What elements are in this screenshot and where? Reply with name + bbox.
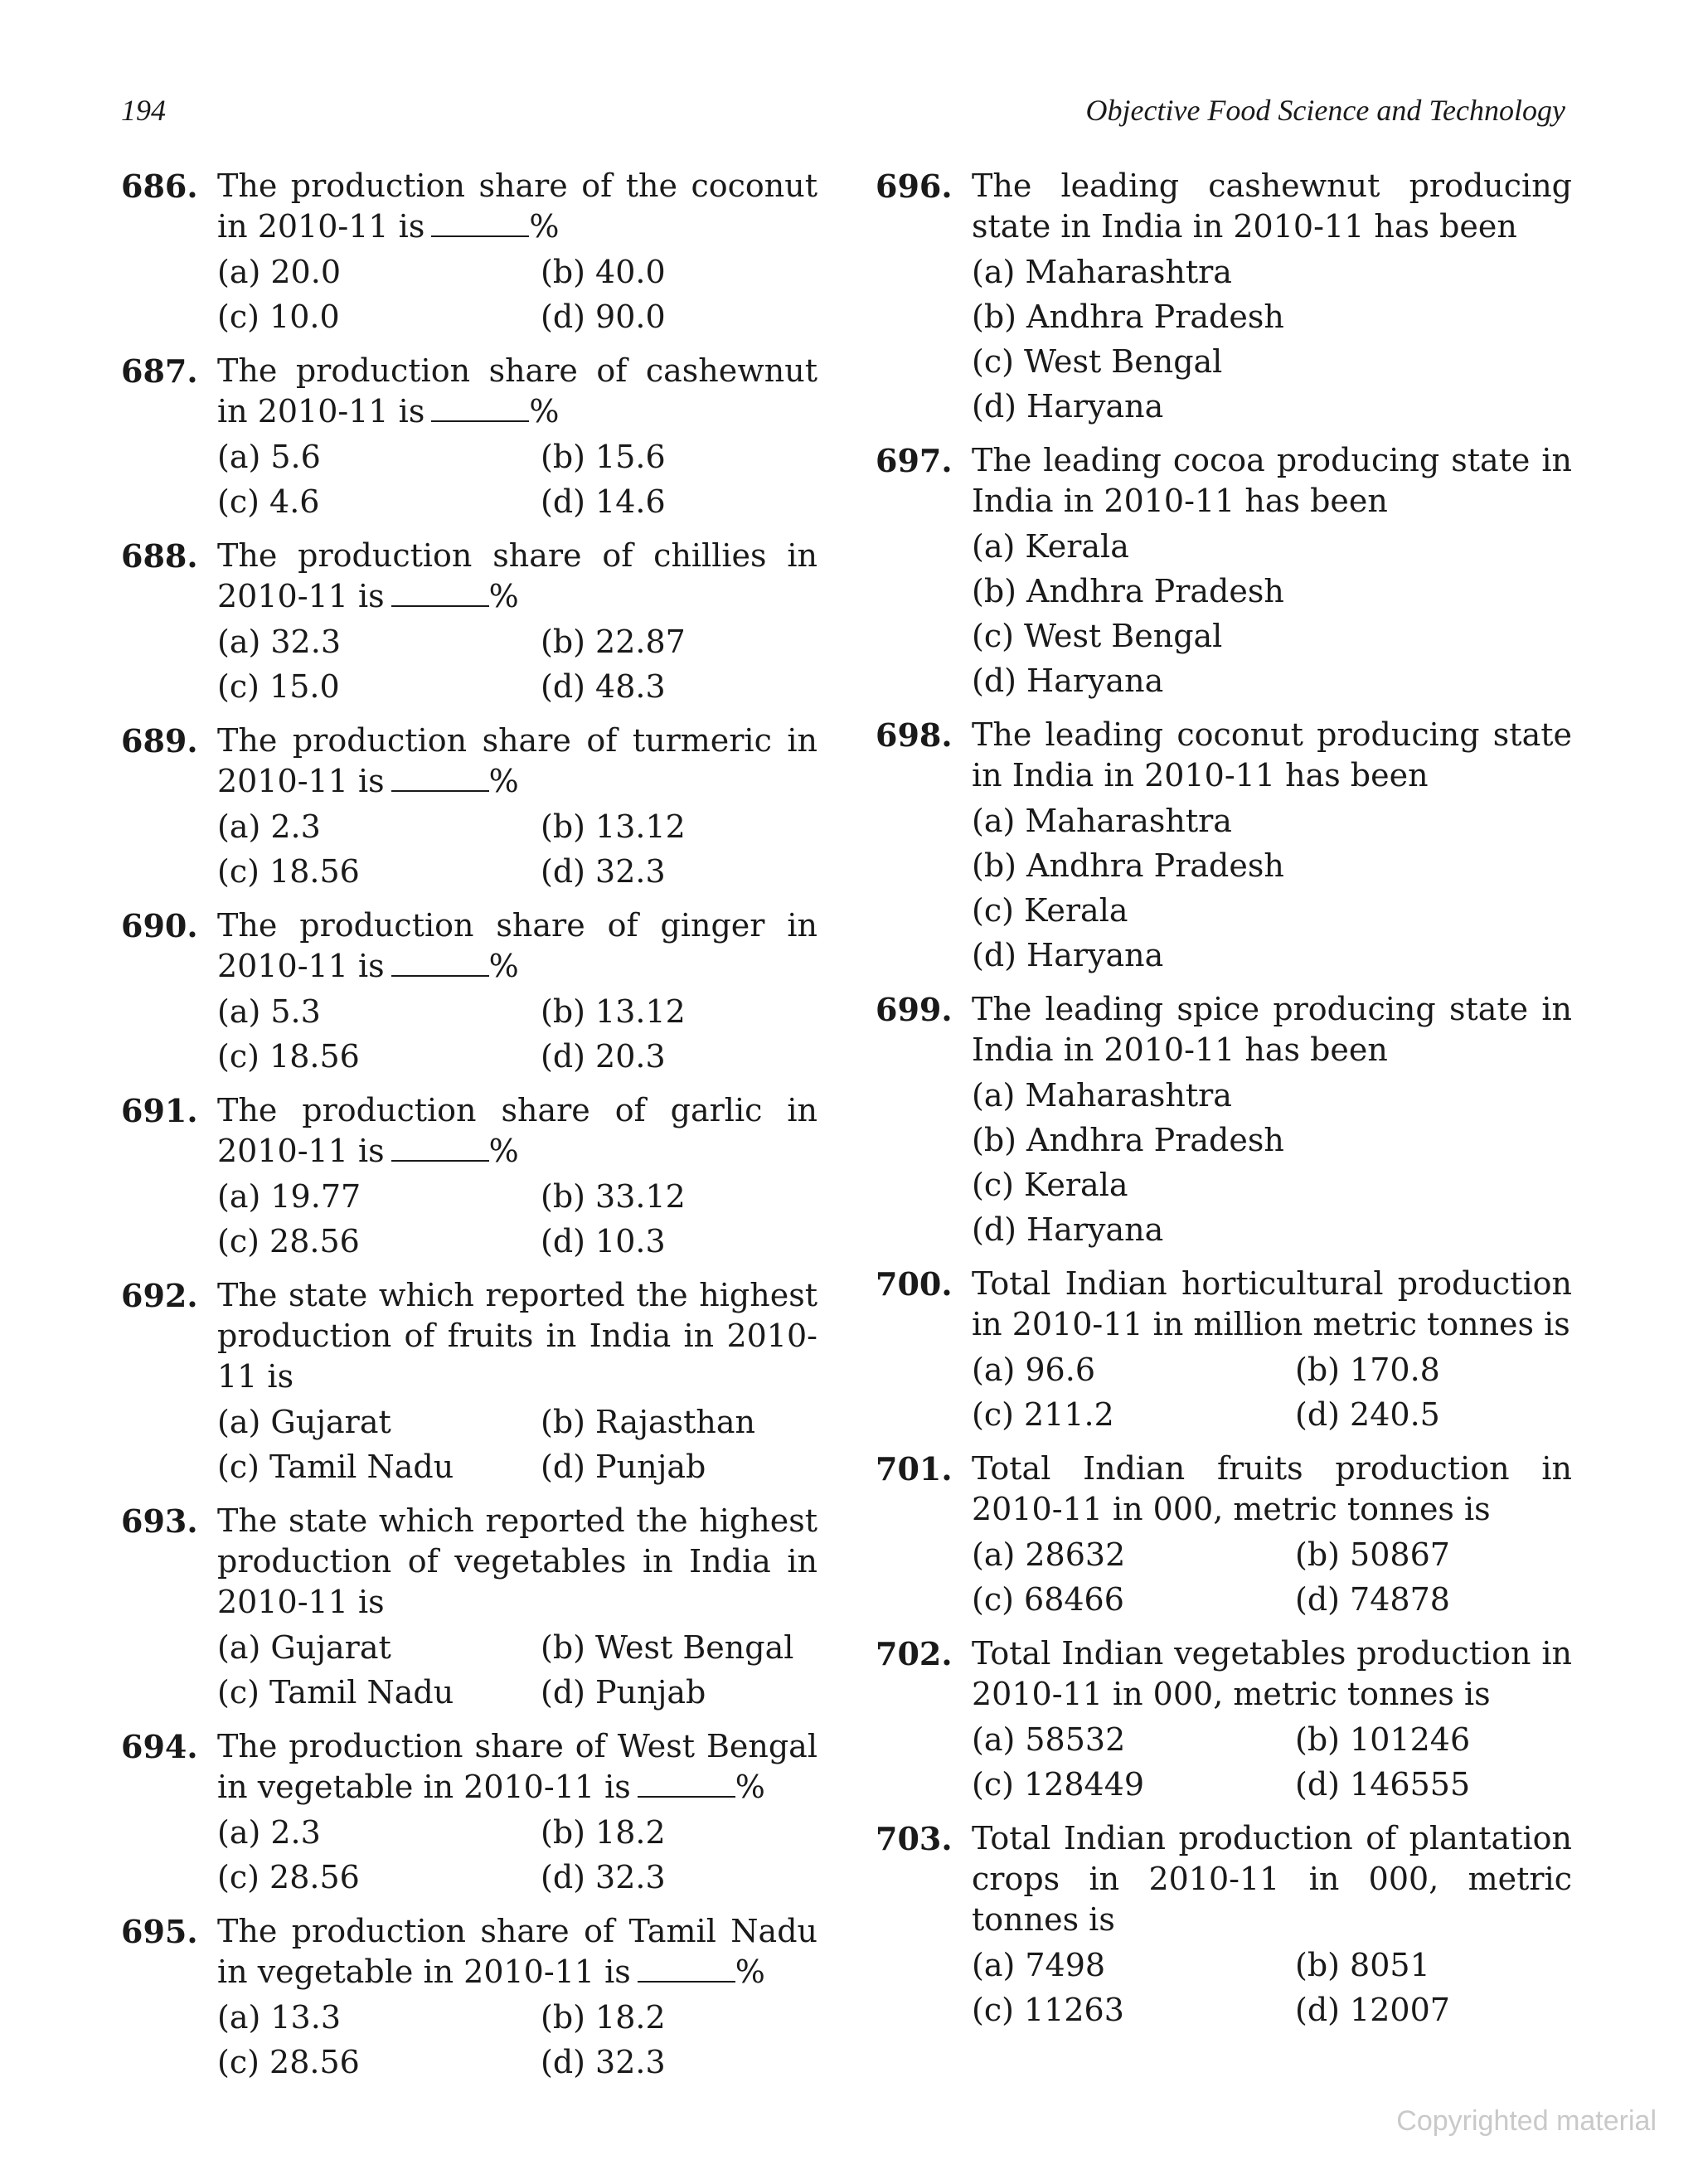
answer-blank bbox=[391, 1143, 489, 1162]
question-number: 700. bbox=[876, 1265, 953, 1303]
question-text: The leading cashewnut producing state in India in 2010-11 has been bbox=[972, 167, 1572, 245]
option-d: (d) Punjab bbox=[541, 1449, 706, 1485]
option-b: (b) Andhra Pradesh bbox=[972, 298, 1284, 335]
option-d: (d) Haryana bbox=[972, 1211, 1164, 1248]
question-number: 688. bbox=[121, 537, 198, 575]
question-text: The leading cocoa producing state in India in 2010-11 has been bbox=[972, 442, 1572, 519]
question-text: The leading coconut producing state in India in 2010-11 has been bbox=[972, 716, 1572, 794]
question-text: The production share of the coconut in 2010-11 is % bbox=[217, 167, 817, 245]
question-number: 699. bbox=[876, 991, 953, 1028]
copyright-watermark: Copyrighted material bbox=[1396, 2105, 1657, 2137]
option-c: (c) 18.56 bbox=[217, 1038, 360, 1075]
option-d: (d) 12007 bbox=[1295, 1992, 1450, 2028]
options bbox=[972, 527, 1572, 701]
option-a: (a) 19.77 bbox=[217, 1178, 361, 1215]
option-c: (c) 28.56 bbox=[217, 1859, 360, 1895]
options bbox=[972, 801, 1572, 976]
question-702 bbox=[876, 1633, 1572, 1805]
question-694 bbox=[121, 1726, 817, 1898]
option-c: (c) 10.0 bbox=[217, 298, 340, 335]
option-c: (c) 15.0 bbox=[217, 668, 340, 705]
option-d: (d) 32.3 bbox=[541, 853, 666, 890]
option-b: (b) West Bengal bbox=[541, 1629, 794, 1666]
question-text: The production share of chillies in 2010-11 is % bbox=[217, 537, 817, 614]
question-text: The leading spice producing state in India in 2010-11 has been bbox=[972, 991, 1572, 1068]
question-number: 693. bbox=[121, 1502, 198, 1540]
answer-blank bbox=[391, 959, 489, 977]
option-a: (a) 32.3 bbox=[217, 624, 341, 660]
option-c: (c) 18.56 bbox=[217, 853, 360, 890]
option-b: (b) Rajasthan bbox=[541, 1404, 756, 1440]
options bbox=[217, 437, 817, 522]
question-text: The production share of ginger in 2010-11 is % bbox=[217, 907, 817, 984]
option-b: (b) 22.87 bbox=[541, 624, 686, 660]
question-number: 695. bbox=[121, 1913, 198, 1950]
question-number: 692. bbox=[121, 1277, 198, 1314]
question-text: The production share of cashewnut in 2010-11 is % bbox=[217, 352, 817, 430]
option-b: (b) 8051 bbox=[1295, 1947, 1430, 1983]
question-number: 703. bbox=[876, 1820, 953, 1857]
options bbox=[972, 252, 1572, 427]
options bbox=[217, 807, 817, 892]
option-d: (d) 32.3 bbox=[541, 2044, 666, 2080]
option-a: (a) 96.6 bbox=[972, 1352, 1095, 1388]
question-686 bbox=[121, 166, 817, 337]
answer-blank bbox=[638, 1779, 735, 1798]
option-a: (a) 13.3 bbox=[217, 1999, 341, 2036]
option-b: (b) 18.2 bbox=[541, 1814, 666, 1851]
option-a: (a) 2.3 bbox=[217, 808, 321, 845]
option-b: (b) Andhra Pradesh bbox=[972, 847, 1284, 884]
option-c: (c) 68466 bbox=[972, 1581, 1124, 1618]
options bbox=[217, 1628, 817, 1713]
question-text: The state which reported the highest production of vegetables in India in 2010-11 is bbox=[217, 1502, 817, 1620]
page-header bbox=[121, 93, 1565, 133]
option-c: (c) Kerala bbox=[972, 1167, 1128, 1203]
question-number: 689. bbox=[121, 722, 198, 760]
option-b: (b) 101246 bbox=[1295, 1721, 1471, 1758]
question-text: Total Indian production of plantation crops in 2010-11 in 000, metric tonnes is bbox=[972, 1820, 1572, 1938]
question-text: The production share of West Bengal in vegetable in 2010-11 is % bbox=[217, 1728, 817, 1805]
question-697 bbox=[876, 440, 1572, 701]
question-699 bbox=[876, 989, 1572, 1250]
option-d: (d) 240.5 bbox=[1295, 1396, 1440, 1433]
options bbox=[217, 622, 817, 707]
question-700 bbox=[876, 1264, 1572, 1435]
options bbox=[217, 252, 817, 337]
option-a: (a) 2.3 bbox=[217, 1814, 321, 1851]
question-text: Total Indian fruits production in 2010-11 in 000, metric tonnes is bbox=[972, 1450, 1572, 1527]
option-c: (c) Tamil Nadu bbox=[217, 1449, 454, 1485]
options bbox=[972, 1075, 1572, 1250]
question-number: 690. bbox=[121, 907, 198, 944]
option-c: (c) Kerala bbox=[972, 892, 1128, 929]
option-a: (a) Maharashtra bbox=[972, 803, 1232, 839]
option-c: (c) 28.56 bbox=[217, 1223, 360, 1259]
option-d: (d) 48.3 bbox=[541, 668, 666, 705]
question-number: 694. bbox=[121, 1728, 198, 1765]
option-b: (b) 13.12 bbox=[541, 808, 686, 845]
question-text: Total Indian horticultural production in 2010-11 in million metric tonnes is bbox=[972, 1265, 1572, 1342]
options bbox=[217, 992, 817, 1077]
option-c: (c) 28.56 bbox=[217, 2044, 360, 2080]
option-c: (c) 11263 bbox=[972, 1992, 1124, 2028]
question-689 bbox=[121, 721, 817, 892]
question-688 bbox=[121, 536, 817, 707]
option-a: (a) Maharashtra bbox=[972, 254, 1232, 290]
right-column bbox=[876, 166, 1572, 2044]
option-d: (d) Haryana bbox=[972, 662, 1164, 699]
options bbox=[972, 1720, 1572, 1805]
question-701 bbox=[876, 1449, 1572, 1620]
option-d: (d) Haryana bbox=[972, 388, 1164, 425]
option-a: (a) Kerala bbox=[972, 528, 1129, 565]
options bbox=[217, 1402, 817, 1488]
options bbox=[217, 1177, 817, 1262]
question-703 bbox=[876, 1818, 1572, 2031]
option-d: (d) 90.0 bbox=[541, 298, 666, 335]
option-d: (d) 10.3 bbox=[541, 1223, 666, 1259]
question-text: The production share of turmeric in 2010-11 is % bbox=[217, 722, 817, 799]
question-691 bbox=[121, 1090, 817, 1262]
left-column bbox=[121, 166, 817, 2096]
answer-blank bbox=[431, 404, 529, 422]
option-a: (a) 5.3 bbox=[217, 993, 321, 1030]
question-693 bbox=[121, 1501, 817, 1713]
options bbox=[217, 1997, 817, 2083]
question-text: The production share of Tamil Nadu in vegetable in 2010-11 is % bbox=[217, 1913, 817, 1990]
option-b: (b) Andhra Pradesh bbox=[972, 573, 1284, 609]
book-title: Objective Food Science and Technology bbox=[1085, 94, 1565, 127]
options bbox=[217, 1813, 817, 1898]
option-b: (b) 50867 bbox=[1295, 1536, 1450, 1573]
question-number: 691. bbox=[121, 1092, 198, 1129]
option-d: (d) Punjab bbox=[541, 1674, 706, 1711]
option-c: (c) 128449 bbox=[972, 1766, 1145, 1803]
question-690 bbox=[121, 905, 817, 1077]
option-c: (c) West Bengal bbox=[972, 618, 1223, 654]
option-b: (b) 170.8 bbox=[1295, 1352, 1440, 1388]
question-687 bbox=[121, 351, 817, 522]
question-text: The state which reported the highest production of fruits in India in 2010-11 is bbox=[217, 1277, 817, 1395]
option-d: (d) 20.3 bbox=[541, 1038, 666, 1075]
question-text: The production share of garlic in 2010-11 is % bbox=[217, 1092, 817, 1169]
page-number: 194 bbox=[121, 94, 166, 127]
question-number: 701. bbox=[876, 1450, 953, 1488]
option-a: (a) Maharashtra bbox=[972, 1077, 1232, 1114]
option-d: (d) 32.3 bbox=[541, 1859, 666, 1895]
option-a: (a) 5.6 bbox=[217, 439, 321, 475]
option-a: (a) Gujarat bbox=[217, 1404, 391, 1440]
answer-blank bbox=[431, 219, 529, 237]
option-b: (b) Andhra Pradesh bbox=[972, 1122, 1284, 1158]
question-number: 686. bbox=[121, 167, 198, 205]
question-number: 698. bbox=[876, 716, 953, 754]
option-d: (d) 14.6 bbox=[541, 483, 666, 520]
option-b: (b) 33.12 bbox=[541, 1178, 686, 1215]
option-d: (d) Haryana bbox=[972, 937, 1164, 973]
option-a: (a) 7498 bbox=[972, 1947, 1106, 1983]
option-c: (c) 211.2 bbox=[972, 1396, 1114, 1433]
option-a: (a) 20.0 bbox=[217, 254, 341, 290]
question-692 bbox=[121, 1275, 817, 1488]
option-b: (b) 13.12 bbox=[541, 993, 686, 1030]
question-696 bbox=[876, 166, 1572, 427]
question-number: 697. bbox=[876, 442, 953, 479]
options bbox=[972, 1535, 1572, 1620]
question-number: 696. bbox=[876, 167, 953, 205]
question-695 bbox=[121, 1911, 817, 2083]
option-a: (a) 28632 bbox=[972, 1536, 1126, 1573]
question-number: 687. bbox=[121, 352, 198, 390]
option-c: (c) 4.6 bbox=[217, 483, 320, 520]
option-d: (d) 146555 bbox=[1295, 1766, 1471, 1803]
option-a: (a) Gujarat bbox=[217, 1629, 391, 1666]
question-text: Total Indian vegetables production in 2010-11 in 000, metric tonnes is bbox=[972, 1635, 1572, 1712]
answer-blank bbox=[391, 589, 489, 607]
options bbox=[972, 1945, 1572, 2031]
option-a: (a) 58532 bbox=[972, 1721, 1126, 1758]
option-c: (c) West Bengal bbox=[972, 343, 1223, 380]
options bbox=[972, 1350, 1572, 1435]
question-number: 702. bbox=[876, 1635, 953, 1672]
question-698 bbox=[876, 715, 1572, 976]
option-b: (b) 18.2 bbox=[541, 1999, 666, 2036]
option-d: (d) 74878 bbox=[1295, 1581, 1450, 1618]
option-c: (c) Tamil Nadu bbox=[217, 1674, 454, 1711]
answer-blank bbox=[638, 1964, 735, 1983]
option-b: (b) 40.0 bbox=[541, 254, 666, 290]
option-b: (b) 15.6 bbox=[541, 439, 666, 475]
answer-blank bbox=[391, 774, 489, 792]
